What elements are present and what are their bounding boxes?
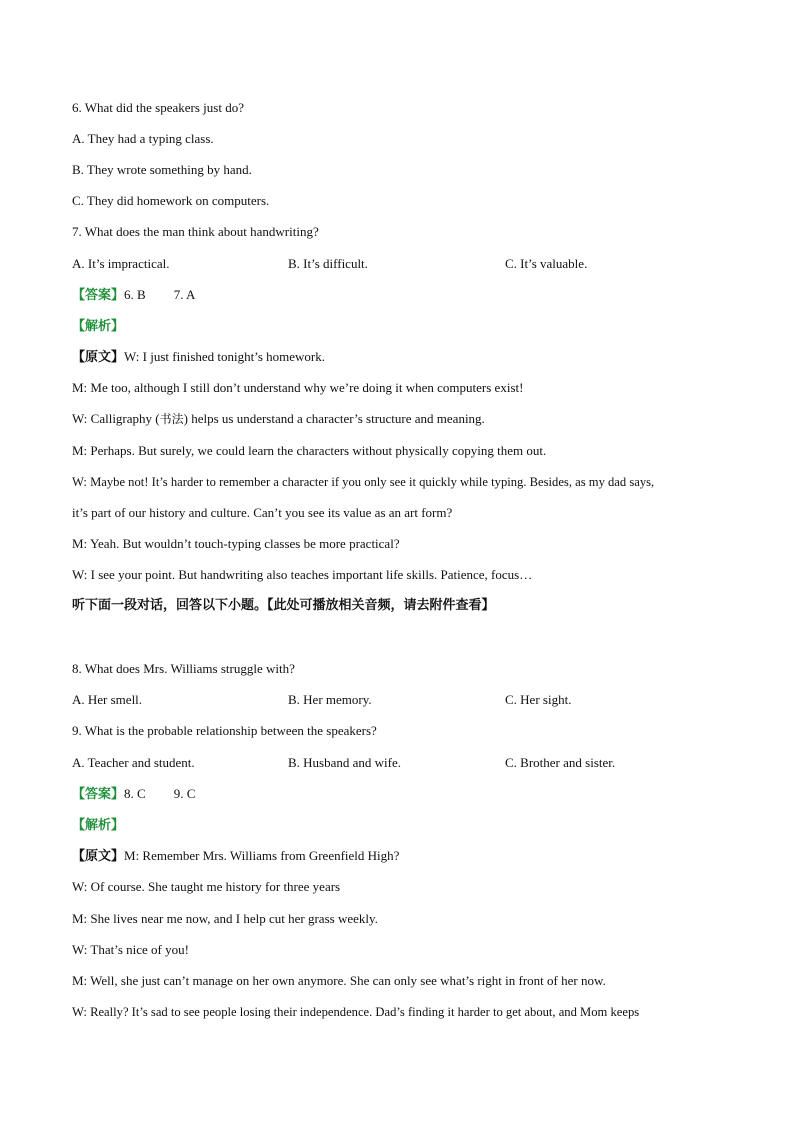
answer-8: 8. C [124,786,146,801]
transcript-line [72,349,734,366]
question-9-option-a: A. Teacher and student. [72,755,195,770]
answer-label: 【答案】 [72,787,125,802]
calligraphy-chinese: 书法 [159,412,184,426]
question-8-option-a: A. Her smell. [72,692,143,707]
answer-9: 9. C [173,786,196,801]
answer-7: 7. A [173,287,196,302]
original-label: 【原文】 [72,350,125,365]
transcript-line: it’s part of our history and culture. Can’t you see its value as an art form? [72,505,453,520]
question-9-option-b: B. Husband and wife. [288,755,402,770]
question-7-option-b: B. It’s difficult. [288,256,368,271]
transcript-text: ) helps us understand a character’s structure and meaning. [183,411,485,426]
analysis-label: 【解析】 [72,818,125,833]
transcript-line: M: Me too, although I still don’t understand why we’re doing it when computers exist! [72,380,524,395]
question-9-option-c: C. Brother and sister. [505,755,616,770]
question-6: 6. What did the speakers just do? [72,100,244,115]
question-6-option-a: A. They had a typing class. [72,131,214,146]
question-8-option-c: C. Her sight. [505,692,572,707]
transcript-line: W: I see your point. But handwriting also teaches important life skills. Patience, focus… [72,567,533,582]
transcript-text: M: Remember Mrs. Williams from Greenfield High? [124,848,400,863]
transcript-line: W: Really? It’s sad to see people losing their independence. Dad’s finding it harder to get about, and Mom keeps [72,1005,640,1019]
transcript-text: W: Calligraphy ( [72,411,160,426]
answer-row-2 [72,786,734,803]
question-6-option-b: B. They wrote something by hand. [72,162,252,177]
question-7: 7. What does the man think about handwriting? [72,224,319,239]
answer-label: 【答案】 [72,288,125,303]
analysis-label: 【解析】 [72,319,125,334]
listening-instruction: 听下面一段对话，回答以下小题。【此处可播放相关音频，请去附件查看】 [72,598,495,613]
transcript-line: M: Yeah. But wouldn’t touch-typing classes be more practical? [72,536,400,551]
transcript-line: M: She lives near me now, and I help cut her grass weekly. [72,911,378,926]
transcript-line: M: Perhaps. But surely, we could learn the characters without physically copying them out. [72,443,547,458]
answer-6: 6. B [124,287,146,302]
analysis-heading-1 [72,318,734,335]
transcript-line: W: Of course. She taught me history for three years [72,879,341,894]
transcript-line: W: That’s nice of you! [72,942,189,957]
question-6-option-c: C. They did homework on computers. [72,193,270,208]
question-7-option-c: C. It’s valuable. [505,256,588,271]
analysis-heading-2 [72,817,734,834]
question-7-option-a: A. It’s impractical. [72,256,170,271]
transcript-line [72,848,734,865]
transcript-line: W: Maybe not! It’s harder to remember a character if you only see it quickly while typing. Besides, as my dad says, [72,475,655,489]
question-8-option-b: B. Her memory. [288,692,372,707]
transcript-text: W: I just finished tonight’s homework. [124,349,326,364]
transcript-line [72,411,734,427]
answer-row-1 [72,287,734,304]
question-8: 8. What does Mrs. Williams struggle with? [72,661,295,676]
question-9: 9. What is the probable relationship between the speakers? [72,723,377,738]
original-label: 【原文】 [72,849,125,864]
transcript-line: M: Well, she just can’t manage on her own anymore. She can only see what’s right in front of her now. [72,973,606,988]
